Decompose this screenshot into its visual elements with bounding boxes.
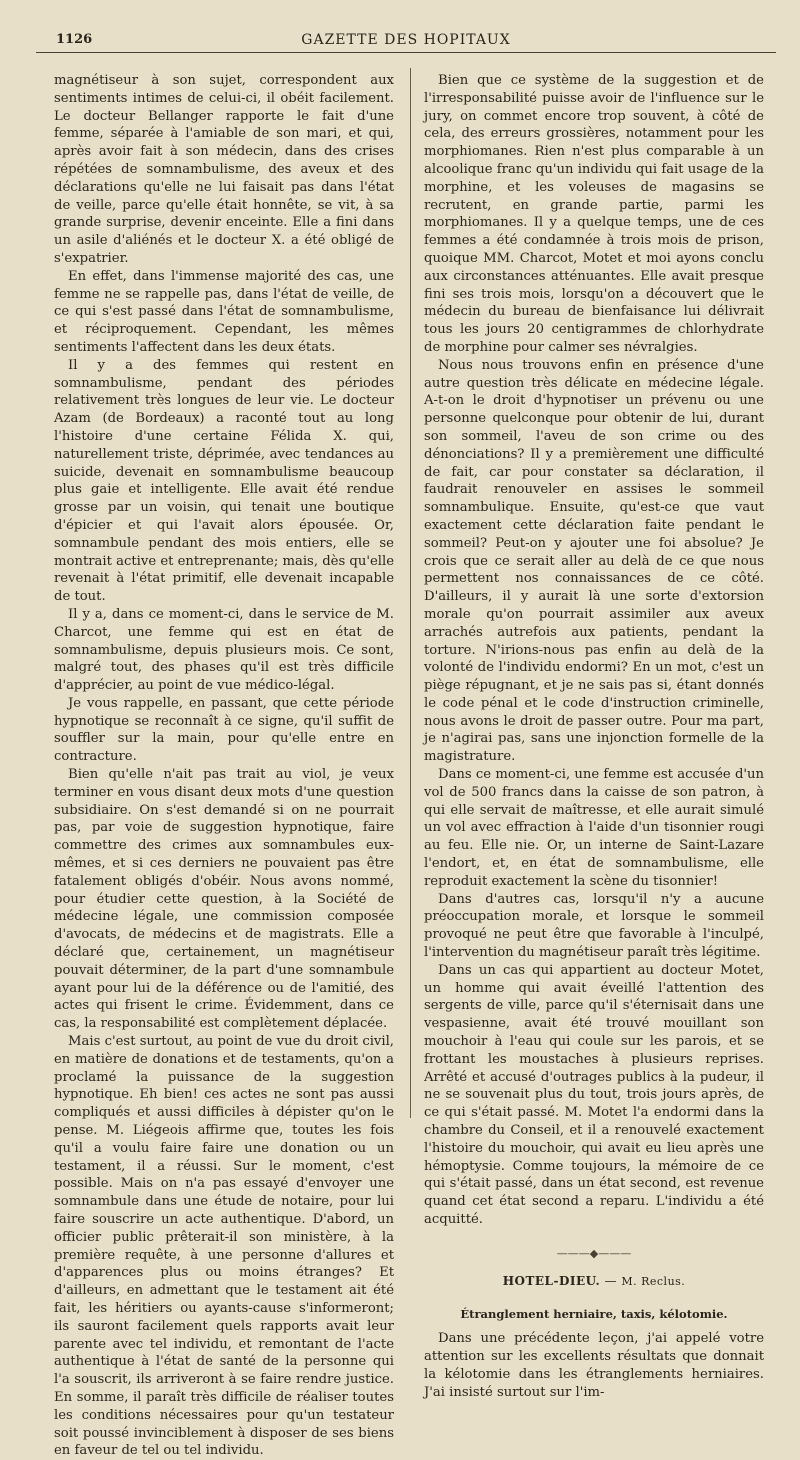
left-column [54, 72, 394, 1460]
paragraph: Dans ce moment-ci, une femme est accusée d'un vol de 500 francs dans la caisse de son patron, à qui elle servait de maîtresse, et elle aurait simulé un vol avec effraction à l'aide d'un tisonnier rougi au feu. Elle nie. Or, un interne de Saint-Lazare l'endort, et, en état de somnambulisme, elle reproduit exactement la scène du tisonnier! [424, 767, 764, 889]
paragraph: Il y a des femmes qui restent en somnambulisme, pendant des périodes relativement très longues de leur vie. Le docteur Azam (de Bordeaux) a raconté tout au long l'histoire d'une certaine Félida X. qui, naturellement triste, déprimée, avec tendances au suicide, devenait en somnambulisme beaucoup plus gaie et intelligente. Elle avait été rendue grosse par un voisin, qui tenait une boutique d'épicier et qui l'avait alors épousée. Or, somnambule pendant des mois entiers, elle se montrait active et entreprenante; mais, dès qu'elle revenait à l'état primitif, elle devenait incapable de tout. [54, 357, 395, 605]
section-separator: ———◆——— [556, 1246, 632, 1260]
paragraph: Dans une précédente leçon, j'ai appelé votre attention sur les excellents résultats que donnait la kélotomie dans les étranglements herniaires. J'ai insisté surtout sur l'im- [424, 1331, 764, 1400]
section-author: M. Reclus. [621, 1274, 686, 1288]
section-heading [424, 1273, 764, 1291]
paragraph: En effet, dans l'immense majorité des cas, une femme ne se rappelle pas, dans l'état de veille, de ce qui s'est passé dans l'état de somnambulisme, et réciproquement. Cependant, les mêmes sentiments l'affectent dans les deux états. [54, 268, 394, 355]
paragraph: Dans un cas qui appartient au docteur Motet, un homme qui avait éveillé l'attention des sergents de ville, parce qu'il s'éternisait dans une vespasienne, avait été trouvé mouillant son mouchoir à l'eau qui coule sur les parois, et se frottant les moustaches à plusieurs reprises. Arrêté et accusé d'outrages publics à la pudeur, il ne se souvenait plus du tout, trois jours après, de ce qui s'était passé. M. Motet l'a endormi dans la chambre du Conseil, et il a renouvelé exactement l'histoire du mouchoir, qui avait eu lieu après une hémoptysie. Comme toujours, la mémoire de ce qui s'était passé, dans un état second, est revenue quand cet état second a reparu. L'individu a été acquitté. [424, 962, 764, 1227]
paragraph: Bien qu'elle n'ait pas trait au viol, je veux terminer en vous disant deux mots d'une question subsidiaire. On s'est demandé si on ne pourrait pas, par voie de suggestion hypnotique, faire commettre des crimes aux somnambules eux-mêmes, et si ces derniers ne pouvaient pas être fatalement obligés d'obéir. Nous avons nommé, pour étudier cette question, à la Société de médecine légale, une commission composée d'avocats, de médecins et de magistrats. Elle a déclaré que, certainement, un magnétiseur pouvait déterminer, de la part d'une somnambule ayant pour lui de la déférence ou de l'amitié, des actes qui frisent le crime. Évidemment, dans ce cas, la responsabilité est complètement déplacée. [54, 767, 394, 1032]
paragraph: Bien que ce système de la suggestion et de l'irresponsabilité puisse avoir de l'influence sur le jury, on commet encore trop souvent, à côté de cela, des erreurs grossières, notamment pour les morphiomanes. Rien n'est plus comparable à un alcoolique franc qu'un individu qui fait usage de la morphine, et les voleuses de magasins se recrutent, en grande partie, parmi les morphiomanes. Il y a quelque temps, une de ces femmes a été condamnée à trois mois de prison, quoique MM. Charcot, Motet et moi ayons conclu aux circonstances atténuantes. Elle avait presque fini ses trois mois, lorsqu'on a découvert que le médecin du bureau de bienfaisance lui délivrait tous les jours 20 centigrammes de chlorhydrate de morphine pour calmer ses névralgies. [424, 73, 764, 355]
section-dash: — [604, 1273, 618, 1288]
paragraph: Je vous rappelle, en passant, que cette période hypnotique se reconnaît à ce signe, qu'il suffit de souffler sur la main, pour qu'elle entre en contracture. [54, 695, 394, 765]
journal-title: GAZETTE DES HOPITAUX [301, 32, 511, 48]
paragraph: Dans d'autres cas, lorsqu'il n'y a aucune préoccupation morale, et lorsque le sommeil provoqué ne peut être que favorable à l'inculpé, l'intervention du magnétiseur paraît très légitime. [424, 891, 764, 961]
page-number: 1126 [56, 32, 93, 47]
right-column [424, 72, 764, 1401]
page-header [36, 30, 776, 53]
section-title: HOTEL-DIEU. [502, 1273, 601, 1288]
paragraph: Mais c'est surtout, au point de vue du droit civil, en matière de donations et de testaments, qu'on a proclamé la puissance de la suggestion hypnotique. Eh bien! ces actes ne sont pas aussi compliqués et aussi difficiles à dépister qu'on le pense. M. Liégeois affirme que, toutes les fois qu'il a voulu faire faire une donation ou un testament, il a réussi. Sur le moment, c'est possible. Mais on n'a pas essayé d'envoyer une somnambule dans une étude de notaire, pour lui faire souscrire un acte authentique. D'abord, un officier public prêterait-il son ministère, à la première requête, à une personne d'allures et d'apparences plus ou moins étranges? Et d'ailleurs, en admettant que le testament ait été fait, les héritiers ou ayants-cause s'informeront; ils sauront facilement quels rapports avait leur parente avec tel individu, et remontant de l'acte authentique à l'état de santé de la personne qui l'a souscrit, ils arriveront à se faire rendre justice. En somme, il paraît très difficile de réaliser toutes les conditions nécessaires pour qu'un testateur soit poussé invinciblement à disposer de ses biens en faveur de tel ou tel individu. [54, 1034, 394, 1459]
column-divider [410, 68, 411, 1118]
paragraph: Nous nous trouvons enfin en présence d'une autre question très délicate en médecine légale. A-t-on le droit d'hypnotiser un prévenu ou une personne quelconque pour obtenir de lui, durant son sommeil, l'aveu de son crime ou des dénonciations? Il y a premièrement une difficulté de fait, car pour constater sa déclaration, il faudrait renouveler en assises le sommeil somnambulique. Ensuite, qu'est-ce que vaut exactement cette déclaration faite pendant le sommeil? Peut-on y ajouter une foi absolue? Je crois que ce serait aller au delà de ce que nous permettent nos connaissances de ce côté. D'ailleurs, il y aurait là une sorte d'extorsion morale qu'on pourrait assimiler aux aveux arrachés autrefois aux patients, pendant la torture. N'irions-nous pas enfin au delà de la volonté de l'individu endormi? En un mot, c'est un piège répugnant, et je ne sais pas si, étant donnés le code pénal et le code d'instruction criminelle, nous avons le droit de passer outre. Pour ma part, je n'agirai pas, sans une injonction formelle de la magistrature. [424, 357, 764, 765]
subsection-title: Étranglement herniaire, taxis, kélotomie. [460, 1307, 728, 1322]
paragraph: magnétiseur à son sujet, correspondent aux sentiments intimes de celui-ci, il obéit facilement. Le docteur Bellanger rapporte le fait d'une femme, séparée à l'amiable de son mari, et qui, après avoir fait à son médecin, dans des crises répétées de somnambulisme, des aveux et des déclarations qu'elle ne lui faisait pas dans l'état de veille, parce qu'elle était honnête, se vit, à sa grande surprise, devenir enceinte. Elle a fini dans un asile d'aliénés et le docteur X. a été obligé de s'expatrier. [54, 73, 394, 266]
paragraph: Il y a, dans ce moment-ci, dans le service de M. Charcot, une femme qui est en état de somnambulisme, depuis plusieurs mois. Ce sont, malgré tout, des phases qu'il est très difficile d'apprécier, au point de vue médico-légal. [54, 606, 394, 694]
